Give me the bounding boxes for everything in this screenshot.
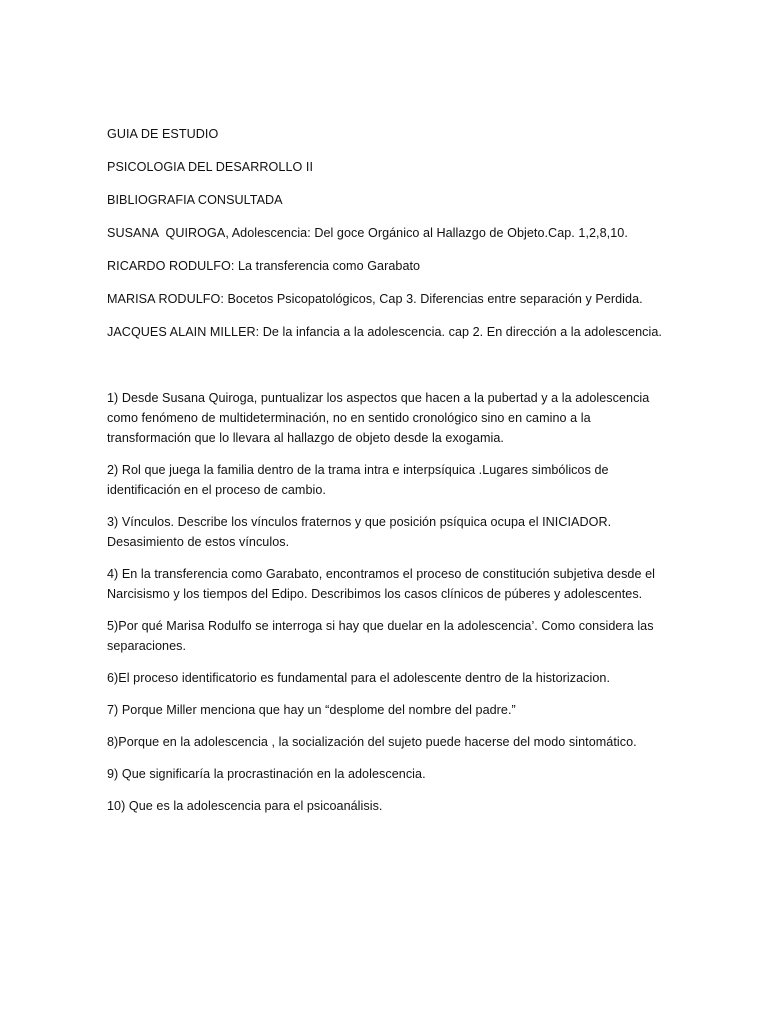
document-body (107, 124, 667, 828)
question-2: 2) Rol que juega la familia dentro de la trama intra e interpsíquica .Lugares simbólicos de identificación en el proceso de cambio. (107, 463, 609, 497)
question-3: 3) Vínculos. Describe los vínculos fraternos y que posición psíquica ocupa el INICIADOR. Desasimiento de estos vínculos. (107, 515, 612, 549)
bibliography-item-ricardo-rodulfo: RICARDO RODULFO: La transferencia como Garabato (107, 259, 421, 273)
question-9: 9) Que significaría la procrastinación en la adolescencia. (107, 767, 426, 781)
section-spacer (107, 355, 667, 388)
question-4: 4) En la transferencia como Garabato, encontramos el proceso de constitución subjetiva desde el Narcisismo y los tiempos del Edipo. Describimos los casos clínicos de púberes y adolescentes. (107, 567, 655, 601)
question-7: 7) Porque Miller menciona que hay un “desplome del nombre del padre.” (107, 703, 516, 717)
question-5: 5)Por qué Marisa Rodulfo se interroga si hay que duelar en la adolescencia’. Como considera las separaciones. (107, 619, 654, 653)
document-title: GUIA DE ESTUDIO (107, 127, 219, 141)
bibliography-item-marisa-rodulfo: MARISA RODULFO: Bocetos Psicopatológicos, Cap 3. Diferencias entre separación y Perdida. (107, 292, 643, 306)
question-10: 10) Que es la adolescencia para el psicoanálisis. (107, 799, 383, 813)
bibliography-item-miller: JACQUES ALAIN MILLER: De la infancia a la adolescencia. cap 2. En dirección a la adolescencia. (107, 325, 662, 339)
question-6: 6)El proceso identificatorio es fundamental para el adolescente dentro de la historizacion. (107, 671, 610, 685)
course-name: PSICOLOGIA DEL DESARROLLO II (107, 160, 313, 174)
bibliography-heading: BIBLIOGRAFIA CONSULTADA (107, 193, 283, 207)
question-8: 8)Porque en la adolescencia , la socialización del sujeto puede hacerse del modo sintomático. (107, 735, 637, 749)
bibliography-item-quiroga: SUSANA QUIROGA, Adolescencia: Del goce Orgánico al Hallazgo de Objeto.Cap. 1,2,8,10. (107, 226, 628, 240)
question-1: 1) Desde Susana Quiroga, puntualizar los aspectos que hacen a la pubertad y a la adolescencia como fenómeno de multideterminación, no en sentido cronológico sino en camino a la transformación que lo llevara al hallazgo de objeto desde la exogamia. (107, 391, 650, 445)
